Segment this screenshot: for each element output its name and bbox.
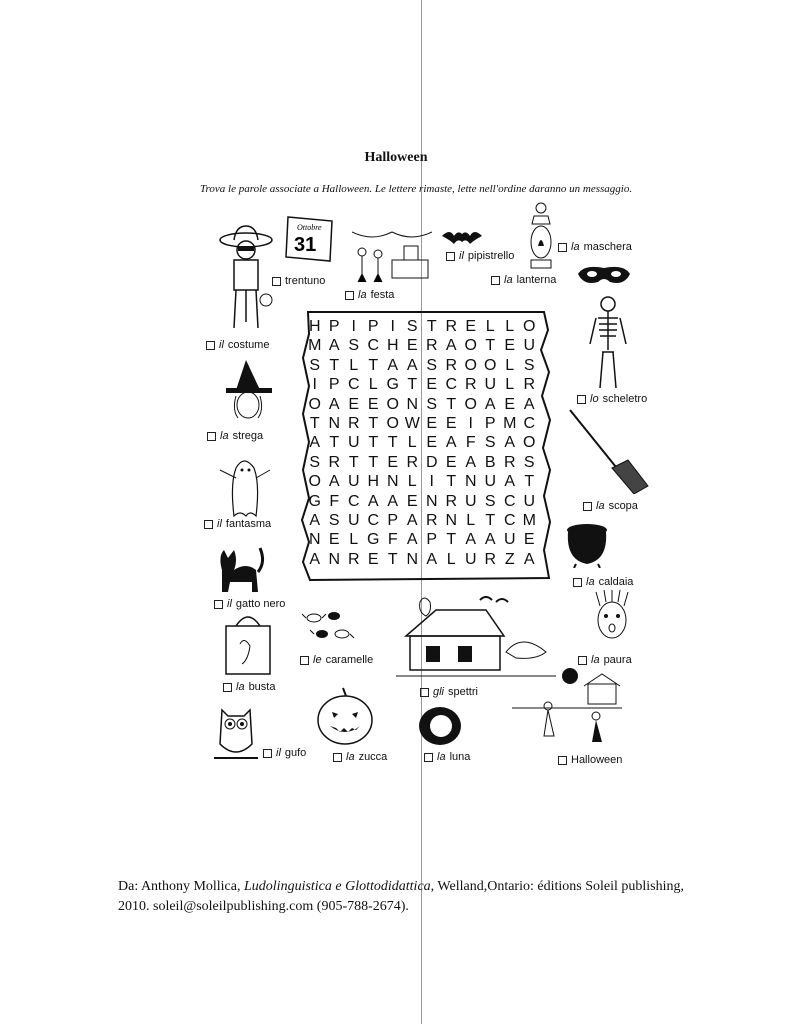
grid-letter[interactable]: O [523,434,536,452]
checklist-item-festa[interactable] [345,289,394,301]
grid-letter[interactable]: A [426,550,438,568]
grid-letter[interactable]: T [446,395,457,413]
grid-letter[interactable]: R [347,414,360,432]
owl-illustration [214,704,258,764]
checkbox[interactable] [446,252,455,261]
grid-letter[interactable]: T [485,337,496,355]
grid-letter[interactable]: O [308,473,321,491]
grid-letter[interactable]: U [523,337,536,355]
lantern-illustration [528,202,554,270]
grid-letter[interactable]: E [328,531,340,549]
grid-letter[interactable]: S [523,356,535,374]
grid-letter[interactable]: M [503,414,517,432]
grid-letter[interactable]: I [390,318,395,335]
grid-letter[interactable]: O [386,395,399,413]
grid-letter[interactable]: R [523,376,536,394]
grid-letter[interactable]: R [445,318,458,335]
checkbox[interactable] [206,341,215,350]
article-label: le [313,654,322,666]
grid-letter[interactable]: O [464,356,477,374]
article-label: la [596,500,605,512]
grid-letter[interactable]: A [445,337,457,355]
grid-letter[interactable]: T [368,414,379,432]
grid-letter[interactable]: W [404,414,420,432]
word-label: trentuno [285,275,326,287]
grid-letter[interactable]: U [464,550,477,568]
grid-letter[interactable]: P [484,414,496,432]
grid-letter[interactable]: O [484,356,497,374]
checklist-item-gatto-nero[interactable] [214,598,285,610]
checklist-item-gufo[interactable] [263,747,306,759]
cowboy-costume-illustration [218,222,278,332]
grid-letter[interactable]: P [328,376,340,394]
grid-letter[interactable]: U [347,434,360,452]
checklist-item-scopa[interactable] [583,500,638,512]
checkbox[interactable] [207,432,216,441]
grid-letter[interactable]: N [406,550,419,568]
article-label: il [217,518,222,530]
checklist-item-trentuno[interactable] [272,275,325,287]
grid-letter[interactable]: I [312,376,317,394]
article-label: la [504,274,513,286]
grid-letter[interactable]: R [464,376,477,394]
grid-letter[interactable]: E [367,550,379,568]
checklist-item-spettri[interactable] [420,686,478,698]
grid-letter[interactable]: A [309,511,321,529]
article-label: la [437,751,446,763]
grid-letter[interactable]: U [503,531,516,549]
grid-letter[interactable]: R [406,453,419,471]
checklist-item-scheletro[interactable] [577,393,647,405]
grid-letter[interactable]: E [504,337,516,355]
grid-letter[interactable]: T [524,473,535,491]
grid-letter[interactable]: T [407,376,418,394]
grid-letter[interactable]: O [386,414,399,432]
grid-letter[interactable]: M [308,337,322,355]
grid-letter[interactable]: C [445,376,458,394]
checkbox[interactable] [577,395,586,404]
grid-letter[interactable]: A [309,550,321,568]
grid-letter[interactable]: C [347,376,360,394]
grid-letter[interactable]: S [309,453,321,471]
grid-letter[interactable]: H [386,337,399,355]
grid-letter[interactable]: C [347,492,360,510]
article-label: la [220,430,229,442]
grid-letter[interactable]: P [387,511,399,529]
grid-letter[interactable]: T [387,434,398,452]
grid-letter[interactable]: E [445,414,457,432]
grid-letter[interactable]: L [505,356,515,374]
grid-letter[interactable]: E [348,395,360,413]
grid-letter[interactable]: T [329,356,340,374]
grid-letter[interactable]: N [308,531,321,549]
checkbox[interactable] [204,520,213,529]
grid-letter[interactable]: U [347,473,360,491]
grid-letter[interactable]: A [484,531,496,549]
checkbox[interactable] [214,600,223,609]
checkbox[interactable] [583,502,592,511]
grid-letter[interactable]: A [465,453,477,471]
grid-letter[interactable]: E [426,414,438,432]
grid-letter[interactable]: T [485,511,496,529]
word-label: luna [449,751,471,763]
grid-letter[interactable]: L [446,550,456,568]
grid-letter[interactable]: A [484,395,496,413]
grid-letter[interactable]: F [465,434,476,452]
grid-letter[interactable]: U [484,376,497,394]
article-label: il [276,747,281,759]
grid-letter[interactable]: A [309,434,321,452]
grid-letter[interactable]: L [368,376,378,394]
checkbox[interactable] [491,276,500,285]
checklist-item-pipistrello[interactable] [446,250,514,262]
grid-letter[interactable]: C [523,414,536,432]
checklist-item-halloween[interactable] [558,754,622,766]
halloween-night-illustration [512,666,622,744]
grid-letter[interactable]: Z [504,550,515,568]
article-label: la [586,576,595,588]
grid-letter[interactable]: A [328,337,340,355]
grid-letter[interactable]: T [329,434,340,452]
article-label: gli [433,686,445,698]
grid-letter[interactable]: S [406,318,418,335]
grid-letter[interactable]: U [464,492,477,510]
party-illustration [352,224,432,284]
grid-letter[interactable]: I [429,473,434,491]
article-label: la [591,654,600,666]
word-label: costume [227,339,270,351]
scared-face-illustration [592,590,632,640]
checkbox[interactable] [578,656,587,665]
checkbox[interactable] [333,753,342,762]
word-label: maschera [583,241,632,253]
grid-letter[interactable]: N [425,492,438,510]
grid-letter[interactable]: P [426,531,438,549]
word-label: festa [370,289,395,301]
word-label: caramelle [325,654,374,666]
word-search-grid [305,317,539,569]
grid-letter[interactable]: C [503,511,516,529]
grid-letter[interactable]: H [308,318,321,335]
word-label: scheletro [602,393,648,405]
grid-letter[interactable]: N [445,511,458,529]
grid-letter[interactable]: A [523,395,535,413]
grid-letter[interactable]: I [468,414,473,432]
grid-letter[interactable]: A [504,434,516,452]
grid-letter[interactable]: U [347,511,360,529]
checkbox[interactable] [420,688,429,697]
candies-illustration [300,606,356,648]
grid-letter[interactable]: T [426,318,437,335]
grid-letter[interactable]: O [464,337,477,355]
article-label: la [236,681,245,693]
checkbox[interactable] [558,756,567,765]
grid-letter[interactable]: E [367,395,379,413]
article-label: lo [590,393,599,405]
black-cat-illustration [212,542,268,594]
grid-letter[interactable]: T [446,531,457,549]
grid-letter[interactable]: A [367,492,379,510]
grid-letter[interactable]: A [406,511,418,529]
grid-letter[interactable]: A [328,473,340,491]
grid-letter[interactable]: D [425,453,438,471]
word-label: caldaia [598,576,634,588]
grid-letter[interactable]: T [387,550,398,568]
grid-letter[interactable]: A [523,550,535,568]
grid-letter[interactable]: S [426,395,438,413]
grid-letter[interactable]: L [407,434,417,452]
checklist-item-lanterna[interactable] [491,274,556,286]
grid-letter[interactable]: S [426,356,438,374]
word-label: Halloween [571,754,623,766]
grid-letter[interactable]: A [406,356,418,374]
checklist-item-strega[interactable] [207,430,263,442]
grid-letter[interactable]: A [328,395,340,413]
grid-letter[interactable]: S [348,337,360,355]
grid-letter[interactable]: R [328,453,341,471]
cauldron-illustration [566,522,608,568]
checkbox[interactable] [345,291,354,300]
instructions: Trova le parole associate a Halloween. Le lettere rimaste, lette nell'ordine daranno un messaggio. [200,183,633,195]
grid-letter[interactable]: E [465,318,477,335]
grid-letter[interactable]: A [445,434,457,452]
mask-illustration [576,262,632,288]
grid-letter[interactable]: G [367,531,380,549]
article-label: la [571,241,580,253]
word-label: scopa [608,500,638,512]
grid-letter[interactable]: F [387,531,398,549]
checklist-item-zucca[interactable] [333,751,387,763]
grid-letter[interactable]: L [505,318,515,335]
calendar-month: Ottobre [297,223,322,232]
checkbox[interactable] [272,277,281,286]
grid-letter[interactable]: E [406,492,418,510]
checklist-item-caramelle[interactable] [300,654,373,666]
calendar-day: 31 [294,234,317,256]
grid-letter[interactable]: S [328,511,340,529]
grid-letter[interactable]: P [367,318,379,335]
grid-letter[interactable]: R [445,356,458,374]
grid-letter[interactable]: C [367,337,380,355]
grid-letter[interactable]: E [445,453,457,471]
grid-letter[interactable]: E [406,337,418,355]
article-label: la [346,751,355,763]
grid-letter[interactable]: O [308,395,321,413]
grid-letter[interactable]: E [426,434,438,452]
checklist-item-luna[interactable] [424,751,470,763]
grid-letter[interactable]: I [351,318,356,335]
grid-letter[interactable]: S [523,453,535,471]
checklist-item-caldaia[interactable] [573,576,633,588]
word-label: gufo [284,747,307,759]
grid-letter[interactable]: C [367,511,380,529]
page-title: Halloween [364,150,428,165]
checklist-item-maschera[interactable] [558,241,632,253]
trick-or-treat-bag-illustration [222,614,276,676]
citation-book-title: Ludolinguistica e Glottodidattica [244,879,431,894]
grid-letter[interactable]: A [387,492,399,510]
grid-letter[interactable]: F [329,492,340,510]
grid-letter[interactable]: G [308,492,321,510]
grid-letter[interactable]: O [464,395,477,413]
grid-letter[interactable]: N [328,550,341,568]
checkbox[interactable] [300,656,309,665]
citation-suffix: , Welland,Ontario: éditions Soleil publishing, 2010. soleil@soleilpublishing.com (905-788-2674). [118,879,684,914]
checkbox[interactable] [223,683,232,692]
checkbox[interactable] [573,578,582,587]
checkbox[interactable] [558,243,567,252]
grid-letter[interactable]: E [426,376,438,394]
source-citation [118,877,698,917]
word-label: pipistrello [467,250,515,262]
article-label: il [459,250,464,262]
grid-letter[interactable]: E [523,531,535,549]
grid-letter[interactable]: T [348,453,359,471]
grid-letter[interactable]: R [484,550,497,568]
article-label: il [219,339,224,351]
grid-letter[interactable]: T [368,434,379,452]
grid-letter[interactable]: N [386,473,399,491]
grid-letter[interactable]: R [347,550,360,568]
grid-letter[interactable]: R [425,337,438,355]
grid-letter[interactable]: N [464,473,477,491]
grid-letter[interactable]: L [485,318,495,335]
broom-illustration [568,408,650,494]
word-label: lanterna [516,274,557,286]
grid-letter[interactable]: A [465,531,477,549]
grid-letter[interactable]: S [484,492,496,510]
article-label: il [227,598,232,610]
grid-letter[interactable]: M [522,511,536,529]
grid-letter[interactable]: O [523,318,536,335]
checkbox[interactable] [263,749,272,758]
grid-letter[interactable]: R [445,492,458,510]
article-label: la [358,289,367,301]
bat-illustration [442,226,482,248]
word-label: spettri [448,686,478,698]
ghost-illustration [216,454,272,518]
grid-letter[interactable]: U [523,492,536,510]
checklist-item-fantasma[interactable] [204,518,271,530]
word-label: paura [603,654,632,666]
grid-letter[interactable]: R [425,511,438,529]
grid-letter[interactable]: S [484,434,496,452]
word-label: strega [232,430,264,442]
grid-letter[interactable]: A [406,531,418,549]
grid-letter[interactable]: L [407,473,417,491]
calendar-illustration [284,213,336,265]
word-label: gatto nero [235,598,286,610]
grid-letter[interactable]: T [368,356,379,374]
checklist-item-paura[interactable] [578,654,632,666]
grid-letter[interactable]: L [466,511,476,529]
moon-illustration [418,706,462,746]
witch-illustration [224,360,274,422]
checklist-item-costume[interactable] [206,339,269,351]
grid-letter[interactable]: T [309,414,320,432]
grid-letter[interactable]: B [484,453,496,471]
grid-letter[interactable]: L [505,376,515,394]
grid-letter[interactable]: L [349,356,359,374]
grid-letter[interactable]: G [386,376,399,394]
word-label: zucca [358,751,388,763]
grid-letter[interactable]: T [446,473,457,491]
checkbox[interactable] [424,753,433,762]
grid-letter[interactable]: C [503,492,516,510]
word-label: fantasma [225,518,272,530]
grid-letter[interactable]: L [349,531,359,549]
grid-letter[interactable]: R [503,453,516,471]
grid-letter[interactable]: P [328,318,340,335]
checklist-item-busta[interactable] [223,681,275,693]
grid-letter[interactable]: N [406,395,419,413]
skeleton-illustration [588,294,628,390]
grid-letter[interactable]: H [367,473,380,491]
grid-letter[interactable]: A [387,356,399,374]
pumpkin-illustration [316,684,374,746]
grid-letter[interactable]: N [328,414,341,432]
grid-letter[interactable]: U [484,473,497,491]
citation-prefix: Da: Anthony Mollica, [118,879,244,894]
grid-letter[interactable]: A [504,473,516,491]
word-label: busta [248,681,276,693]
grid-letter[interactable]: T [368,453,379,471]
grid-letter[interactable]: E [387,453,399,471]
grid-letter[interactable]: E [504,395,516,413]
grid-letter[interactable]: S [309,356,321,374]
